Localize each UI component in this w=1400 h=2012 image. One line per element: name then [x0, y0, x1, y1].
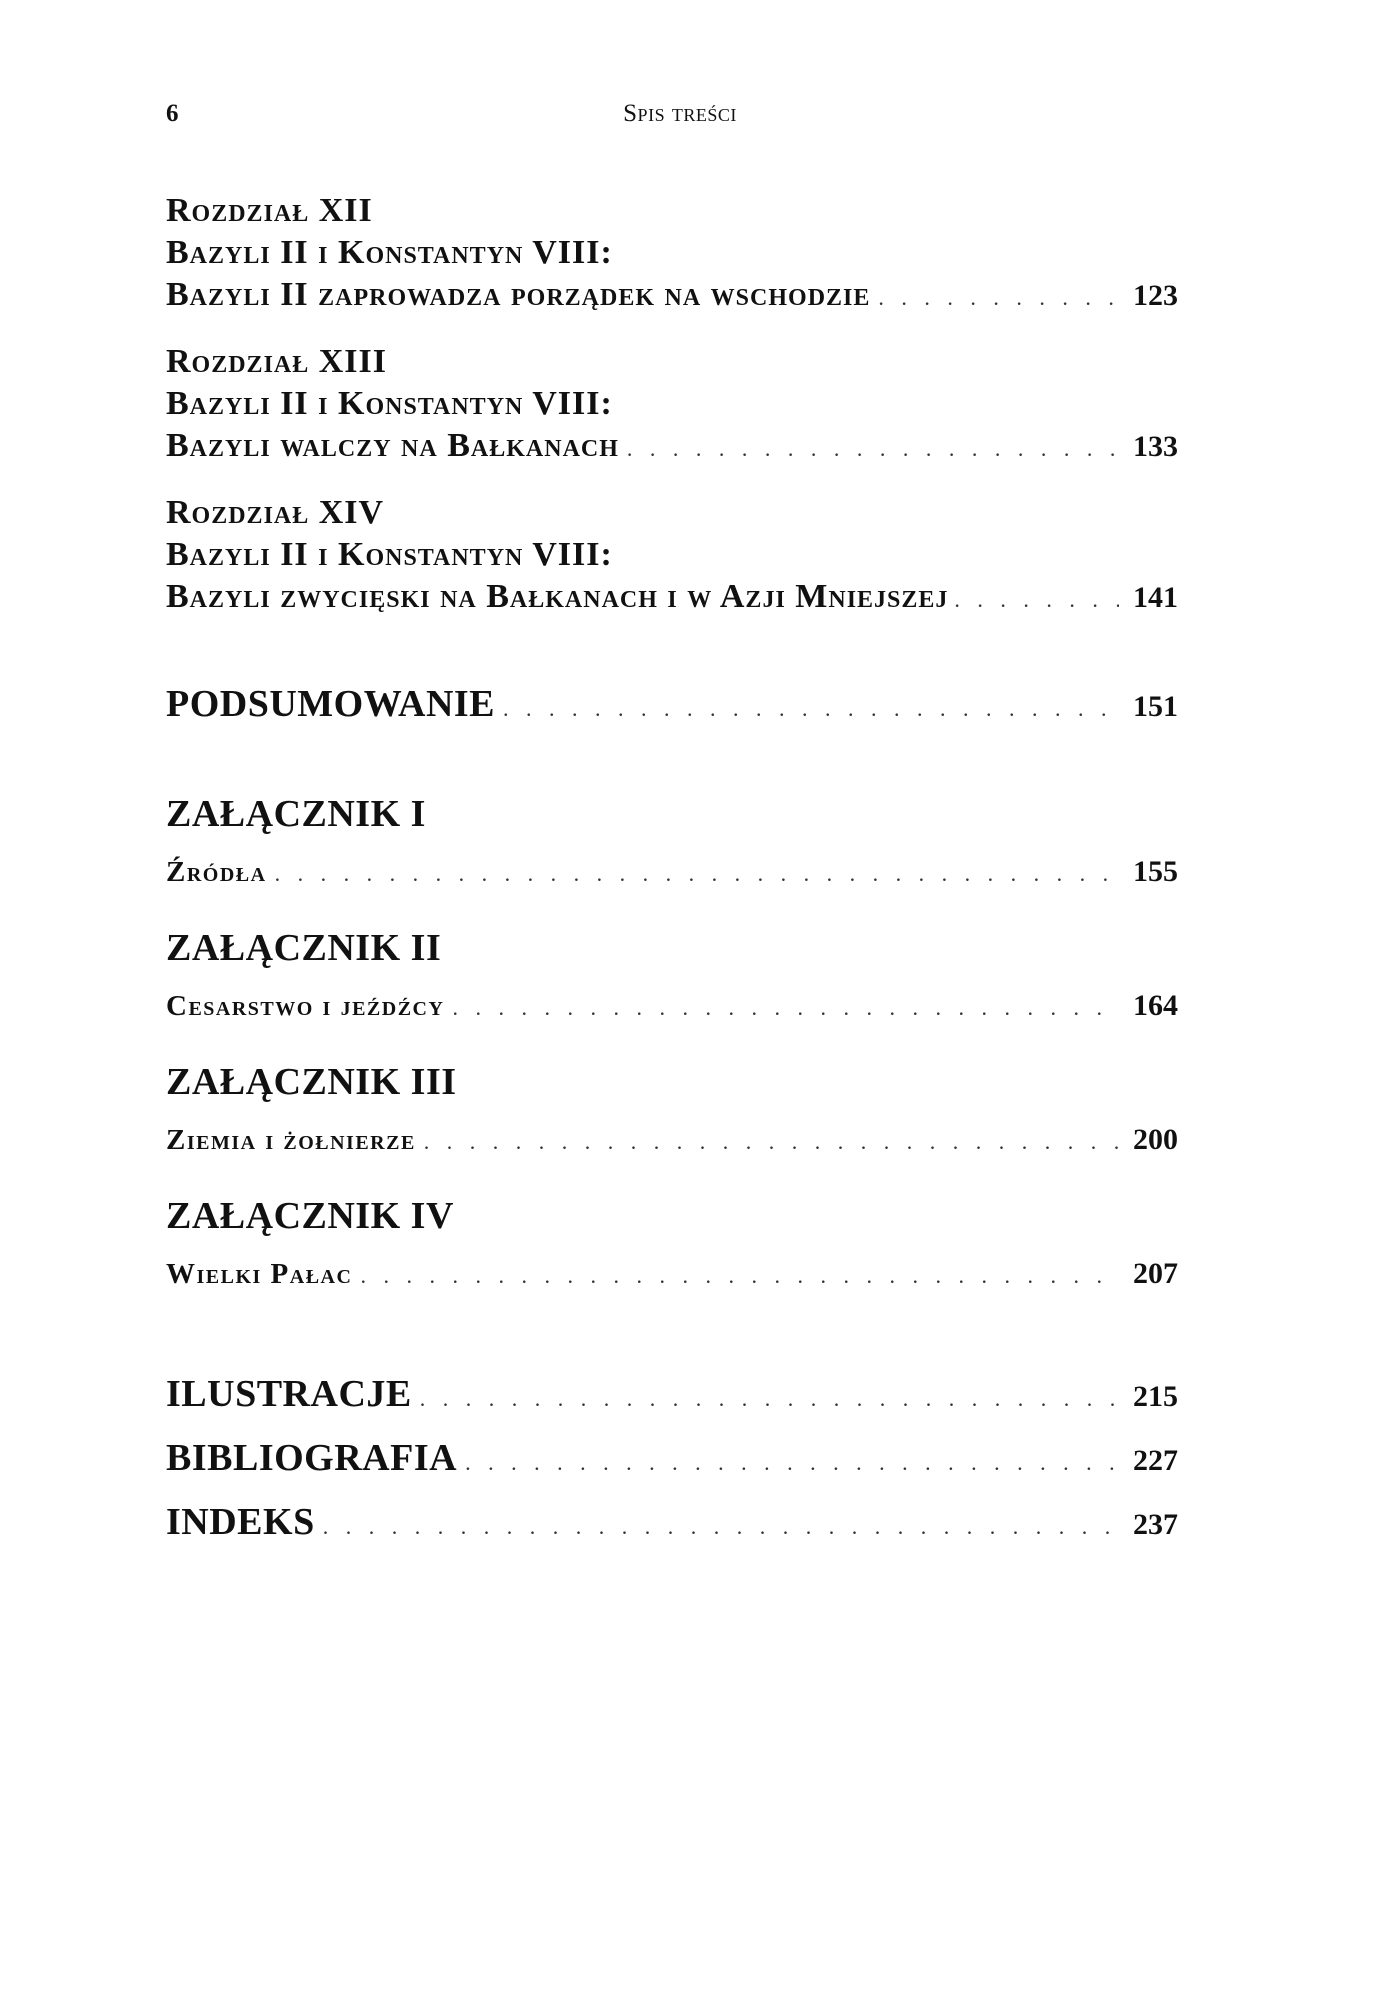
chapter-title: Bazyli zwycięski na Bałkanach i w Azji Mniejszej	[166, 578, 949, 615]
dot-leader	[878, 277, 1119, 319]
toc-entry-row	[166, 852, 1178, 894]
summary-title: PODSUMOWANIE	[166, 683, 496, 725]
appendix-heading: ZAŁĄCZNIK III	[166, 1061, 457, 1103]
toc-chapter-xii[interactable]	[166, 190, 1178, 319]
dot-leader	[275, 854, 1119, 894]
appendix-heading: ZAŁĄCZNIK II	[166, 927, 442, 969]
chapter-subtitle: Bazyli II i Konstantyn VIII:	[166, 536, 613, 573]
chapter-number: Rozdział XII	[166, 192, 373, 229]
dot-leader	[452, 988, 1119, 1028]
page-ref: 227	[1133, 1444, 1178, 1477]
page-ref: 207	[1133, 1257, 1178, 1290]
toc-entry-row	[166, 986, 1178, 1028]
running-title: Spis treści	[623, 100, 737, 127]
toc-chapter-xiii[interactable]	[166, 341, 1178, 470]
back-matter-title: INDEKS	[166, 1501, 315, 1543]
toc-entry-row	[166, 274, 1178, 319]
toc-entry-row	[166, 680, 1178, 733]
toc-chapter-xiv[interactable]	[166, 492, 1178, 621]
page-number: 6	[166, 100, 179, 127]
page-ref: 151	[1133, 690, 1178, 723]
dot-leader	[420, 1375, 1119, 1423]
toc-summary[interactable]	[166, 680, 1178, 733]
toc-entry-illustrations[interactable]	[166, 1370, 1178, 1423]
dot-leader	[627, 428, 1119, 470]
appendix-title: Ziemia i żołnierze	[166, 1124, 416, 1156]
toc-appendix-iv[interactable]	[166, 1192, 1178, 1296]
dot-leader	[503, 685, 1119, 733]
chapter-subtitle: Bazyli II i Konstantyn VIII:	[166, 234, 613, 271]
page-ref: 237	[1133, 1508, 1178, 1541]
page-ref: 155	[1133, 855, 1178, 888]
page-ref: 200	[1133, 1123, 1178, 1156]
toc-entry-row	[166, 1254, 1178, 1296]
page-ref: 164	[1133, 989, 1178, 1022]
chapter-number: Rozdział XIV	[166, 494, 385, 531]
chapter-title: Bazyli walczy na Bałkanach	[166, 427, 619, 464]
toc-appendix-iii[interactable]	[166, 1058, 1178, 1162]
dot-leader	[360, 1256, 1119, 1296]
appendix-heading: ZAŁĄCZNIK I	[166, 793, 426, 835]
toc-appendix-ii[interactable]	[166, 924, 1178, 1028]
toc-entry-row	[166, 576, 1178, 621]
page-ref: 123	[1133, 279, 1178, 312]
dot-leader	[954, 579, 1119, 621]
page-ref: 215	[1133, 1380, 1178, 1413]
toc-entry-bibliography[interactable]	[166, 1434, 1178, 1487]
chapter-subtitle: Bazyli II i Konstantyn VIII:	[166, 385, 613, 422]
dot-leader	[323, 1503, 1119, 1551]
dot-leader	[465, 1439, 1119, 1487]
chapter-number: Rozdział XIII	[166, 343, 387, 380]
appendix-heading: ZAŁĄCZNIK IV	[166, 1195, 454, 1237]
toc-entry-index[interactable]	[166, 1498, 1178, 1551]
back-matter-title: BIBLIOGRAFIA	[166, 1437, 458, 1479]
page-ref: 141	[1133, 581, 1178, 614]
appendix-title: Cesarstwo i jeźdźcy	[166, 990, 445, 1022]
toc-back-matter	[166, 1370, 1178, 1551]
toc-entry-row	[166, 425, 1178, 470]
chapter-title: Bazyli II zaprowadza porządek na wschodzie	[166, 276, 871, 313]
back-matter-title: ILUSTRACJE	[166, 1373, 412, 1415]
appendix-title: Wielki Pałac	[166, 1258, 353, 1290]
toc-appendix-i[interactable]	[166, 790, 1178, 894]
dot-leader	[424, 1122, 1119, 1162]
appendix-title: Źródła	[166, 856, 267, 888]
toc-entry-row	[166, 1120, 1178, 1162]
page-ref: 133	[1133, 430, 1178, 463]
